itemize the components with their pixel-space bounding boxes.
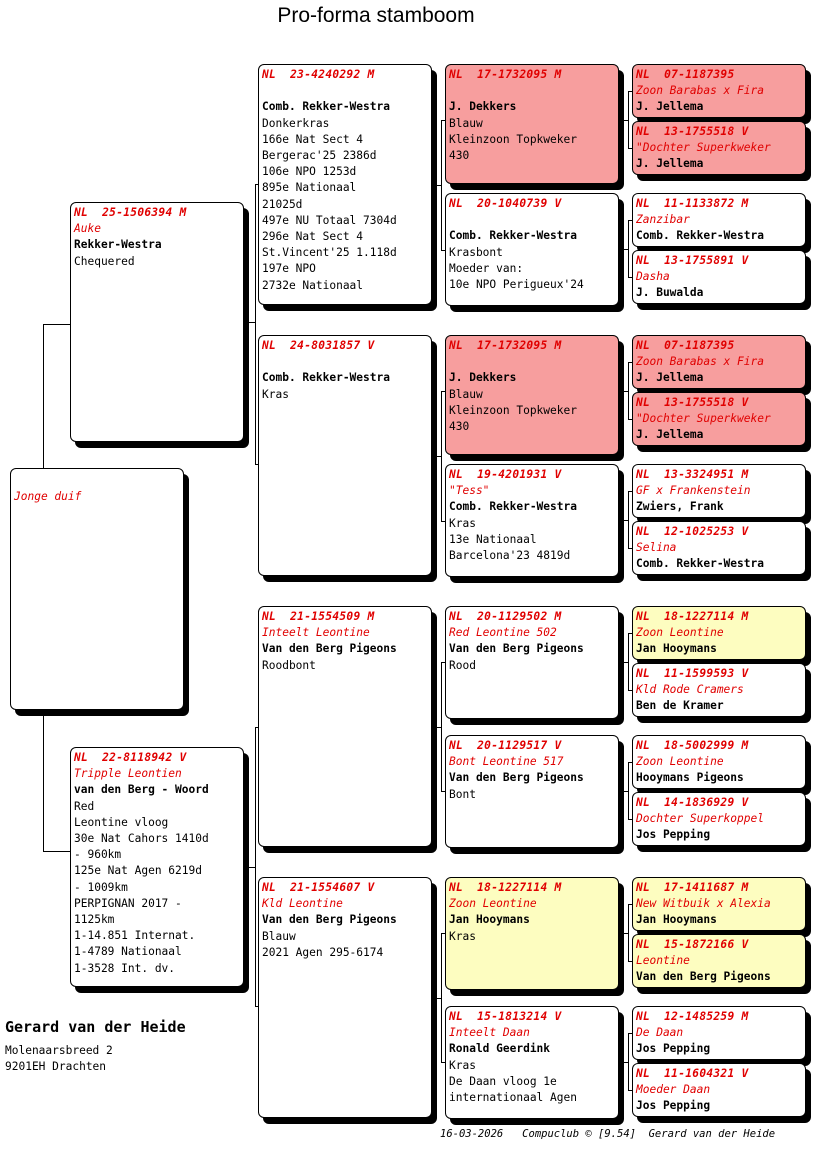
connector-line [432,727,441,728]
pedigree-card-fmf[interactable] [445,335,619,455]
bird-detail-line: - 1009km [74,880,128,894]
pedigree-card-ffm[interactable] [445,193,619,306]
ring-number: NL 25-1506394 M [74,206,187,219]
ring-number: NL 23-4240292 M [262,68,375,81]
ring-number: NL 18-1227114 M [449,881,562,894]
connector-line [619,391,628,392]
bird-detail-line: St.Vincent'25 1.118d [262,246,397,260]
pedigree-card-mfmm[interactable] [632,792,806,846]
connector-line [441,933,442,1062]
bird-detail-line: Hooymans Pigeons [636,771,744,785]
bird-name: Red Leontine 502 [449,626,557,640]
bird-detail-line: Ben de Kramer [636,699,724,713]
bird-name: Kld Leontine [262,897,343,911]
connector-line [441,391,442,521]
bird-detail-line: Donkerkras [262,116,330,130]
bird-detail-line: Barcelona'23 4819d [449,549,571,563]
bird-detail-line: 21025d [262,197,303,211]
bird-name: Zoon Barabas x Fira [636,84,764,98]
ring-number: NL 15-1872166 V [636,938,749,951]
bird-name: Dochter Superkoppel [636,812,764,826]
bird-detail-line: 166e Nat Sect 4 [262,132,364,146]
bird-detail-line: Moeder van: [449,261,524,275]
pedigree-card-fmfm[interactable] [632,392,806,446]
bird-detail-line: 430 [449,420,470,433]
connector-line [628,220,629,277]
ring-number: NL 14-1836929 V [636,796,749,809]
connector-line [628,904,629,961]
bird-detail-line: 1-3528 Int. dv. [74,961,176,975]
bird-detail-line: J. Jellema [636,157,704,171]
bird-detail-line: Roodbont [262,658,316,672]
bird-detail-line: De Daan vloog 1e [449,1074,557,1088]
bird-detail-line: J. Jellema [636,371,704,385]
pedigree-card-fmm[interactable] [445,464,619,577]
bird-detail-line: Jan Hooymans [636,913,717,927]
connector-line [619,249,628,250]
bird-detail-line: Red [74,799,95,813]
connector-line [432,456,441,457]
bird-detail-line: Comb. Rekker-Westra [636,229,764,243]
bird-name: "Dochter Superkweker [636,412,771,426]
bird-detail-line: J. Dekkers [449,371,517,385]
ring-number: NL 20-1129502 M [449,610,562,623]
bird-detail-line: 10e NPO Perigueux'24 [449,278,584,291]
bird-detail-line: Bergerac'25 2386d [262,149,377,162]
ring-number: NL 20-1040739 V [449,197,562,210]
bird-detail-line: Comb. Rekker-Westra [449,229,577,243]
ring-number: NL 22-8118942 V [74,751,187,764]
connector-line [619,520,628,521]
connector-line [255,727,256,1007]
bird-detail-line: Comb. Rekker-Westra [449,500,577,514]
bird-name: Auke [74,222,101,236]
bird-detail-line: Leontine vloog [74,815,169,829]
bird-detail-line: Kleinzoon Topkweker [449,403,577,417]
bird-detail-line: Van den Berg Pigeons [449,642,584,656]
owner-address: Molenaarsbreed 2 [5,1044,113,1057]
bird-name: De Daan [636,1026,684,1040]
connector-line [43,851,70,852]
bird-detail-line: Kras [449,929,476,943]
bird-detail-line: 497e NU Totaal 7304d [262,213,397,227]
bird-detail-line: Comb. Rekker-Westra [636,557,764,571]
connector-line [244,322,255,323]
bird-detail-line: Van den Berg Pigeons [262,642,397,656]
connector-line [628,762,629,819]
pedigree-card-ffmf[interactable] [632,193,806,247]
ring-number: NL 24-8031857 V [262,339,375,352]
ring-number: NL 07-1187395 [636,68,735,81]
bird-name: Tripple Leontien [74,767,182,781]
bird-detail-line: Jan Hooymans [636,642,717,656]
ring-number: NL 07-1187395 [636,339,735,352]
bird-detail-line: Kras [449,516,476,530]
bird-detail-line: internationaal Agen [449,1091,577,1105]
bird-detail-line: Jos Pepping [636,1099,711,1113]
pedigree-card-mf[interactable] [258,606,432,847]
ring-number: NL 17-1411687 M [636,881,749,894]
connector-line [619,933,628,934]
bird-detail-line [262,83,428,99]
bird-detail-line: 197e NPO [262,262,316,276]
bird-detail-line: Ronald Geerdink [449,1042,551,1056]
pedigree-card-fff[interactable] [445,64,619,184]
bird-detail-line: Jos Pepping [636,828,711,842]
connector-line [441,662,442,791]
bird-name: Leontine [636,954,690,968]
bird-detail-line [262,354,428,370]
bird-detail-line: Krasbont [449,245,503,259]
bird-detail-line: Van den Berg Pigeons [636,970,771,984]
bird-detail-line: 2732e Nationaal [262,278,364,292]
connector-line [628,491,629,548]
ring-number: NL 20-1129517 V [449,739,562,752]
pedigree-card-ffff[interactable] [632,64,806,118]
bird-detail-line: Kleinzoon Topkweker [449,132,577,146]
bird-detail-line: J. Dekkers [449,100,517,114]
bird-detail-line: J. Jellema [636,100,704,114]
ring-number: NL 17-1732095 M [449,68,562,81]
bird-detail-line: Rood [449,658,476,672]
connector-line [441,120,442,250]
bird-detail-line: 30e Nat Cahors 1410d [74,832,209,846]
bird-name: Selina [636,541,677,555]
ring-number: NL 18-1227114 M [636,610,749,623]
bird-detail-line: Blauw [449,116,483,130]
bird-name: GF x Frankenstein [636,484,751,498]
pedigree-card-mmmm[interactable] [632,1063,806,1117]
bird-name: New Witbuik x Alexia [636,897,771,911]
bird-detail-line: 125e Nat Agen 6219d [74,864,202,878]
bird-detail-line: Blauw [262,929,296,943]
pedigree-card-mfff[interactable] [632,606,806,660]
pedigree-card-mfm[interactable] [445,735,619,848]
ring-number: NL 19-4201931 V [449,468,562,481]
pedigree-card-fm[interactable] [258,335,432,576]
bird-name: Zoon Leontine [636,755,724,769]
ring-number: NL 12-1485259 M [636,1010,749,1023]
pedigree-card-mff[interactable] [445,606,619,719]
connector-line [628,1033,629,1090]
bird-detail-line: 2021 Agen 295-6174 [262,945,384,959]
bird-detail-line: 430 [449,149,470,162]
bird-detail-line: Chequered [74,254,135,268]
connector-line [619,791,628,792]
connector-line [619,120,628,121]
ring-number: NL 18-5002999 M [636,739,749,752]
ring-number: NL 13-1755518 V [636,125,749,138]
pedigree-card-fmmm[interactable] [632,521,806,575]
bird-detail-line: Jan Hooymans [449,913,530,927]
pedigree-card-fmmf[interactable] [632,464,806,518]
bird-detail-line: 296e Nat Sect 4 [262,230,364,244]
bird-detail-line: Rekker-Westra [74,238,162,252]
pedigree-card-mm[interactable] [258,877,432,1118]
ring-number: NL 11-1604321 V [636,1067,749,1080]
bird-detail-line: Jos Pepping [636,1042,711,1056]
bird-name: "Tess" [449,484,490,498]
pedigree-card-mmf[interactable] [445,877,619,990]
owner-name: Gerard van der Heide [5,1018,186,1036]
bird-name: Inteelt Daan [449,1026,530,1040]
connector-line [255,184,256,464]
pedigree-card-mmmf[interactable] [632,1006,806,1060]
pedigree-card-father[interactable] [70,202,244,442]
bird-detail-line: Comb. Rekker-Westra [262,100,390,114]
bird-detail-line [449,354,615,370]
bird-detail-line: PERPIGNAN 2017 - [74,896,182,910]
bird-detail-line: van den Berg - Woord [74,783,209,797]
owner-city: 9201EH Drachten [5,1060,107,1073]
pedigree-card-ff[interactable] [258,64,432,305]
subject-card[interactable] [10,468,184,710]
bird-name: Dasha [636,270,670,284]
pedigree-card-mmff[interactable] [632,877,806,931]
bird-detail-line: Blauw [449,387,483,401]
ring-number: NL 15-1813214 V [449,1010,562,1023]
ring-number: NL 11-1133872 M [636,197,749,210]
connector-line [432,998,441,999]
bird-name: Kld Rode Cramers [636,683,744,697]
pedigree-card-ffmm[interactable] [632,250,806,304]
connector-line [628,91,629,148]
bird-detail-line: J. Jellema [636,428,704,442]
ring-number: NL 13-3324951 M [636,468,749,481]
connector-line [628,362,629,419]
connector-line [619,662,628,663]
pedigree-card-mffm[interactable] [632,663,806,717]
connector-line [43,324,70,325]
bird-detail-line: J. Buwalda [636,286,704,300]
connector-line [244,867,255,868]
bird-detail-line [449,212,615,228]
bird-detail-line: 1125km [74,913,115,927]
bird-name: Zanzibar [636,213,690,227]
pedigree-card-mother[interactable] [70,747,244,987]
pedigree-card-fmff[interactable] [632,335,806,389]
bird-detail-line: Van den Berg Pigeons [262,913,397,927]
bird-detail-line: Kras [449,1058,476,1072]
bird-name: Zoon Leontine [636,626,724,640]
bird-detail-line: Kras [262,387,289,401]
bird-name: Zoon Barabas x Fira [636,355,764,369]
bird-name: Moeder Daan [636,1083,711,1097]
bird-detail-line [449,83,615,99]
ring-number: NL 11-1599593 V [636,667,749,680]
bird-name: "Dochter Superkweker [636,141,771,155]
ring-number: NL 13-1755518 V [636,396,749,409]
bird-detail-line: Comb. Rekker-Westra [262,371,390,385]
bird-detail-line: 1-14.851 Internat. [74,929,196,943]
pedigree-card-mmm[interactable] [445,1006,619,1119]
footer-credit: 16-03-2026 Compuclub © [9.54] Gerard van der Heide [440,1128,776,1140]
bird-detail-line: - 960km [74,848,122,862]
ring-number: NL 17-1732095 M [449,339,562,352]
pedigree-card-mfmf[interactable] [632,735,806,789]
ring-number: NL 21-1554607 V [262,881,375,894]
bird-detail-line: 106e NPO 1253d [262,165,357,179]
bird-name: Zoon Leontine [449,897,537,911]
bird-detail-line: Van den Berg Pigeons [449,771,584,785]
connector-line [619,1062,628,1063]
bird-detail-line: Zwiers, Frank [636,500,724,514]
bird-detail-line: 895e Nationaal [262,181,357,195]
ring-number: NL 13-1755891 V [636,254,749,267]
bird-detail-line: 1-4789 Nationaal [74,945,182,959]
page-title: Pro-forma stamboom [277,4,475,27]
connector-line [628,633,629,690]
connector-line [432,185,441,186]
bird-detail-line: Bont [449,787,476,801]
pedigree-card-fffm[interactable] [632,121,806,175]
bird-name: Inteelt Leontine [262,626,370,640]
bird-name: Bont Leontine 517 [449,755,564,769]
subject-label: Jonge duif [14,490,82,503]
pedigree-card-mmfm[interactable] [632,934,806,988]
bird-detail-line: 13e Nationaal [449,532,537,546]
ring-number: NL 21-1554509 M [262,610,375,623]
ring-number: NL 12-1025253 V [636,525,749,538]
